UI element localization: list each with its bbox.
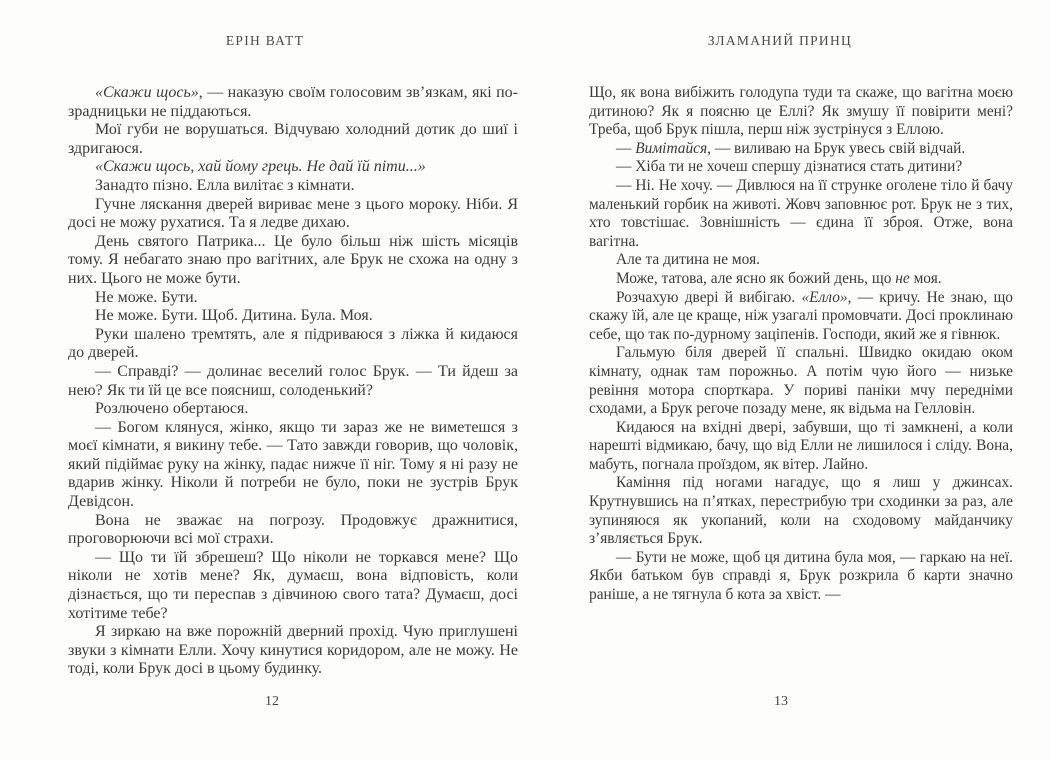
paragraph: Мої губи не ворушаться. Відчуваю холодний дотик до шиї і здригаюся. [68, 121, 518, 157]
paragraph: — Бути не може, щоб ця дитина була моя, — гаркаю на неї. Якби батьком був справді я, Брук розкрила б карти значно раніше, а не тягнула б кота за хвіст. — [589, 548, 1013, 604]
paragraph: Занадто пізно. Елла вилітає з кімнати. [95, 176, 355, 194]
paragraph: Вона не зважає на погрозу. Продовжує дражнитися, проговорюючи всі мої страхи. [68, 511, 518, 548]
left-page-text [68, 84, 518, 679]
paragraph: Не може. Бути. [95, 288, 198, 306]
paragraph: Руки шалено тремтять, але я підриваюся з ліжка й кидаюся до дверей. [68, 325, 518, 362]
paragraph: Може, татова, але ясно як божий день, що не моя. [616, 269, 942, 287]
paragraph: — Що ти їй збрешеш? Що ніколи не торкався мене? Що ніколи не хотів мене? Як, думаєш, вона відповість, коли дізнається, що ти переспав з дівчиною свого тата? Думаєш, досі хотітиме тебе? [68, 548, 518, 622]
paragraph: — Справді? — долинає веселий голос Брук. — Ти йдеш за нею? Як ти їй це все поясниш, солоденький? [68, 362, 518, 399]
paragraph: — Вимітайся, — виливаю на Брук увесь свій відчай. [616, 139, 966, 157]
paragraph: Розлючено обертаюся. [95, 400, 249, 418]
paragraph: «Скажи щось, хай йому грець. Не дай їй піти...» [95, 158, 426, 176]
paragraph: — Ні. Не хочу. — Дивлюся на її струнке оголене тіло й бачу маленький горбик на животі. Жовч заповнює рот. Брук не з тих, хто товстішає. Зовнішність — єдина її зброя. Отже, вона вагітна. [589, 176, 1013, 250]
left-running-header: ЕРІН ВАТТ [225, 33, 305, 48]
right-page-text [589, 84, 1013, 605]
paragraph: Але та дитина не моя. [616, 251, 760, 269]
right-running-header: ЗЛАМАНИЙ ПРИНЦ [707, 33, 853, 48]
paragraph: — Богом клянуся, жінко, якщо ти зараз же не виметешся з моєї кімнати, я викину тебе. — Тато завжди говорив, що чоловік, який підіймає руку на жінку, падає нижче її ніг. Тому я ні разу не вдарив жінку. Ніколи й потреби не було, поки не зустрів Брук Девідсон. [68, 418, 518, 511]
paragraph: Що, як вона вибіжить голодупа туди та скаже, що вагітна моєю дитиною? Як я поясню це Еллі? Як змушу її повірити мені? Треба, щоб Брук пішла, перш ніж зустрінуся з Еллою. [589, 84, 1013, 139]
paragraph: Кидаюся на вхідні двері, забувши, що ті замкнені, а коли нарешті відмикаю, бачу, що від Елли не лишилося і сліду. Вона, мабуть, погнала проїздом, як вітер. Лайно. [589, 418, 1013, 473]
paragraph: Я зиркаю на вже порожній дверний прохід. Чую приглушені звуки з кімнати Елли. Хочу кинутися коридором, але не можу. Не тоді, коли Брук досі в цьому будинку. [68, 623, 518, 678]
paragraph: Не може. Бути. Щоб. Дитина. Була. Моя. [95, 307, 373, 325]
paragraph: Каміння під ногами нагадує, що я лиш у джинсах. Крутнувшись на п’ятках, перестрибую три сходинки за раз, але зупиняюся як укопаний, коли на сходовому майданчику з’являється Брук. [589, 474, 1013, 548]
paragraph: День святого Патрика... Це було більш ніж шість місяців тому. Я небагато знаю про вагітних, але Брук не схожа на одну з них. Цього не може бути. [68, 232, 518, 287]
right-page-number: 13 [774, 694, 788, 709]
paragraph: Розчахую двері й вибігаю. «Елло», — кричу. Не знаю, що скажу їй, але це краще, ніж узагалі промовчати. Досі проклинаю себе, що так по-дурному заціпенів. Господи, який же я гівнюк. [589, 288, 1013, 343]
paragraph: — Хіба ти не хочеш спершу дізнатися стать дитини? [616, 158, 963, 176]
paragraph: Гучне ляскання дверей вириває мене з цього мороку. Ніби. Я досі не можу рухатися. Та я ледве дихаю. [68, 195, 518, 232]
paragraph: «Скажи щось», — наказую своїм голосовим зв’язкам, які по-зрадницьки не піддаються. [68, 84, 519, 120]
left-page-number: 12 [265, 694, 279, 709]
right-page [525, 0, 1050, 760]
paragraph: Гальмую біля дверей її спальні. Швидко окидаю оком кімнату, однак там порожньо. А потім чую його — низьке ревіння мотора спорткара. У пориві паніки мчу передніми сходами, а Брук регоче позаду мене, як відьма на Гелловін. [589, 344, 1013, 418]
